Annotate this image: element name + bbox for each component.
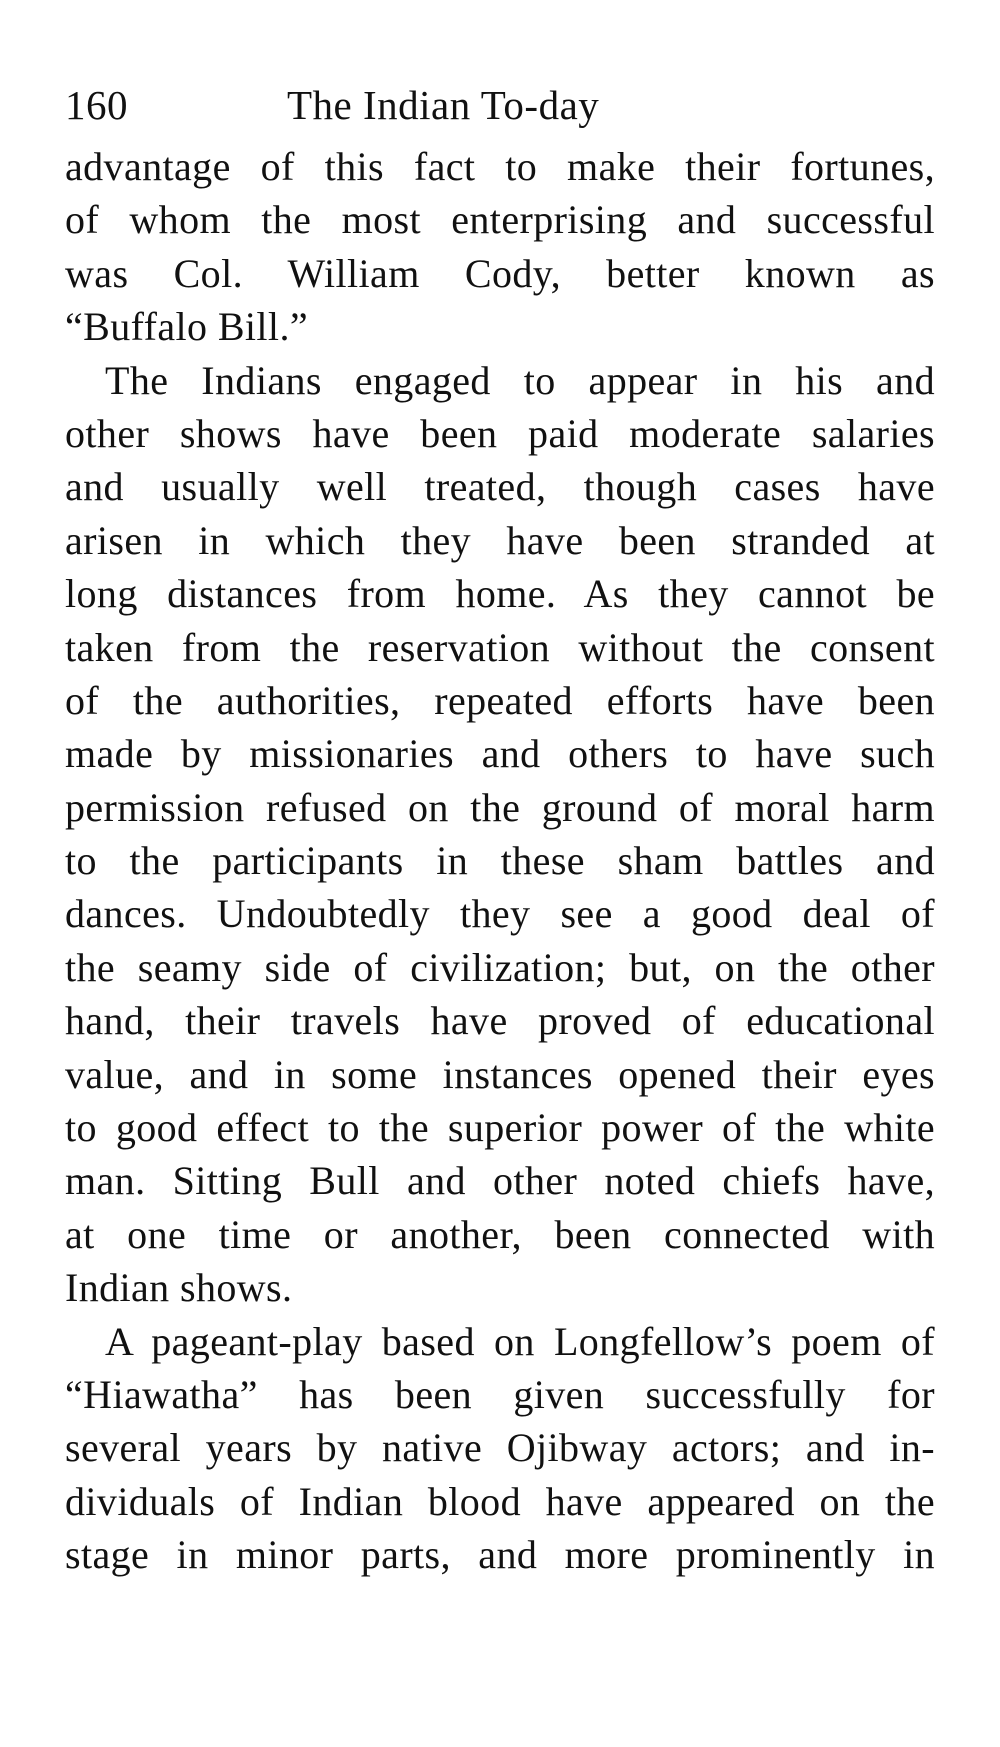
text-line: and usually well treated, though cases have: [65, 464, 935, 510]
text-line: stage in minor parts, and more prominently in: [65, 1532, 935, 1578]
text-line: at one time or another, been connected with: [65, 1211, 935, 1257]
text-line: A pageant-play based on Longfellow’s poem of: [105, 1318, 935, 1364]
text-line: arisen in which they have been stranded at: [65, 517, 935, 563]
body-text: [65, 140, 935, 1582]
paragraph-1: [65, 140, 935, 354]
page-number: 160: [65, 82, 128, 128]
text-line: dividuals of Indian blood have appeared on the: [65, 1478, 935, 1524]
text-line: man. Sitting Bull and other noted chiefs have,: [65, 1158, 935, 1204]
text-line: of whom the most enterprising and successful: [65, 197, 935, 243]
text-line: The Indians engaged to appear in his and: [105, 357, 935, 403]
paragraph-2: [65, 354, 935, 1315]
text-line: other shows have been paid moderate salaries: [65, 410, 935, 456]
text-line: of the authorities, repeated efforts have been: [65, 677, 935, 723]
text-line: was Col. William Cody, better known as: [65, 250, 935, 296]
running-title: The Indian To-day: [287, 82, 600, 128]
book-page: [65, 70, 935, 1582]
text-line: advantage of this fact to make their fortunes,: [65, 144, 935, 189]
text-line: to the participants in these sham battles and: [65, 838, 935, 884]
text-line: value, and in some instances opened their eyes: [65, 1051, 935, 1097]
text-line: to good effect to the superior power of the white: [65, 1105, 935, 1151]
running-head: [65, 70, 935, 140]
text-line: made by missionaries and others to have such: [65, 731, 935, 777]
text-line: hand, their travels have proved of educational: [65, 998, 935, 1044]
text-line: long distances from home. As they cannot be: [65, 571, 935, 617]
text-line: the seamy side of civilization; but, on the other: [65, 944, 935, 990]
paragraph-3: [65, 1315, 935, 1582]
text-line: permission refused on the ground of moral harm: [65, 784, 935, 830]
text-line: taken from the reservation without the consent: [65, 624, 935, 670]
text-line: Indian shows.: [65, 1265, 293, 1311]
text-line: dances. Undoubtedly they see a good deal of: [65, 891, 935, 937]
text-line: several years by native Ojibway actors; and in-: [65, 1425, 935, 1471]
text-line: “Hiawatha” has been given successfully for: [65, 1371, 935, 1417]
text-line: “Buffalo Bill.”: [65, 304, 308, 350]
